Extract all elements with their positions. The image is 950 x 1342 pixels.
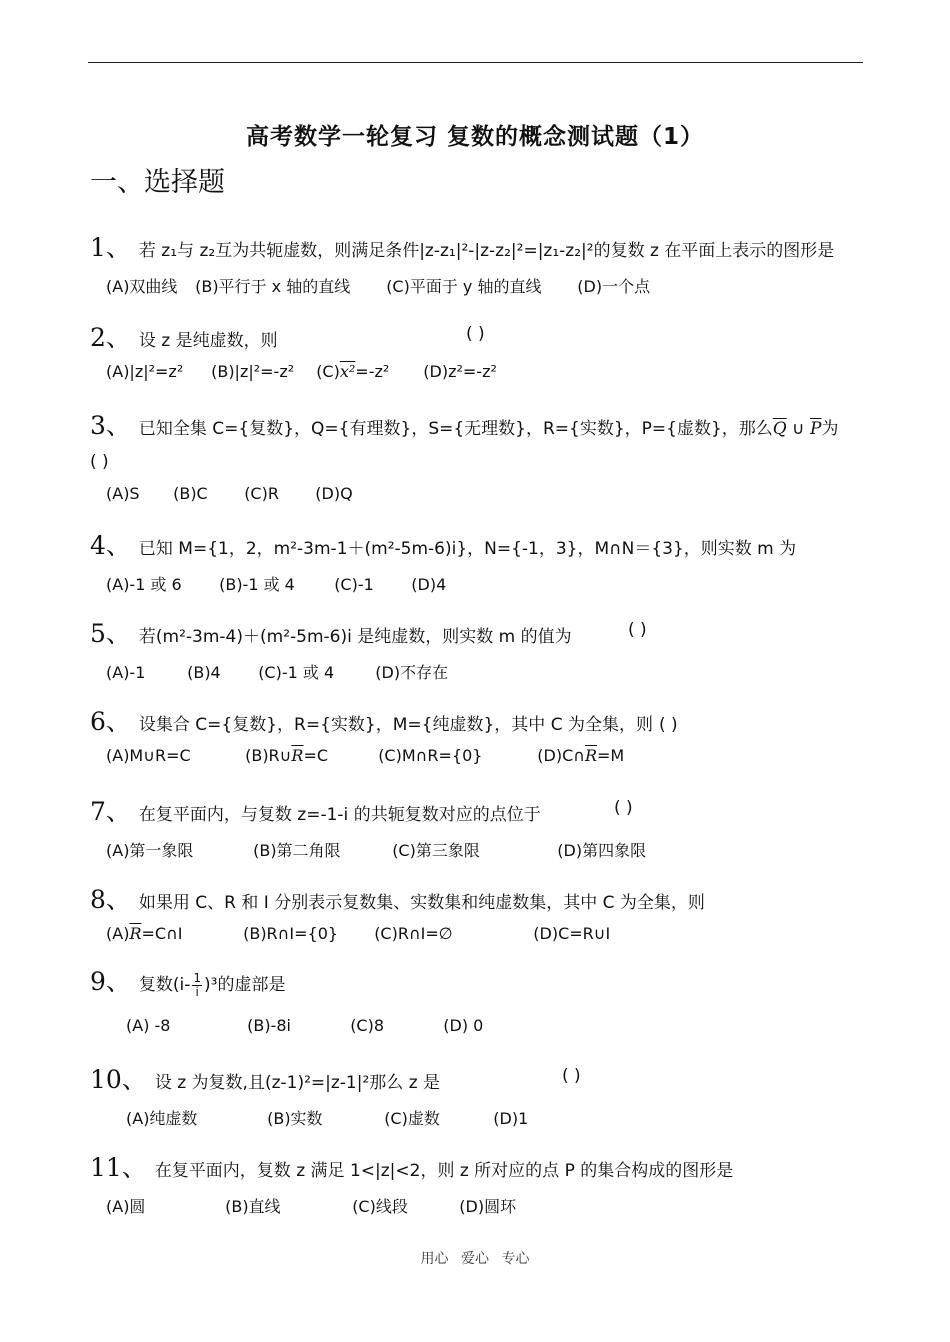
answer-paren: ( ): [628, 620, 647, 640]
question-number: 1、: [90, 233, 131, 262]
option-b: [245, 746, 373, 765]
union-symbol: ∪: [786, 419, 810, 439]
question-text: 如果用 C、R 和 I 分别表示复数集、实数集和纯虚数集，其中 C 为全集，则: [138, 893, 705, 913]
question-number: 7、: [90, 797, 131, 826]
question-6: [90, 702, 678, 738]
option-b: (B)-8i: [247, 1016, 291, 1035]
option-c: (C)-1: [334, 575, 374, 594]
option-b: (B)R∩I={0}: [243, 924, 339, 943]
question-text: 若(m²-3m-4)＋(m²-5m-6)i 是纯虚数，则实数 m 的值为: [138, 627, 572, 647]
header-rule: [88, 62, 863, 63]
complement-r: $\overline{R}$: [291, 746, 304, 765]
footer-text-3: 专心: [501, 1251, 530, 1267]
option-b: (B)直线: [225, 1197, 281, 1216]
option-d-tail: =M: [597, 746, 625, 765]
question-1: [90, 228, 834, 264]
question-text: 已知 M={1，2，m²-3m-1＋(m²-5m-6)i}，N={-1，3}，M∩N＝{3}，则实数 m 为: [138, 539, 797, 559]
question-number: 5、: [90, 619, 131, 648]
page-title: 高考数学一轮复习 复数的概念测试题（1）: [245, 124, 704, 150]
option-a-tail: =C∩I: [141, 924, 183, 943]
option-b: (B)第二角限: [253, 841, 341, 860]
option-b-label: (B)R∪: [245, 746, 292, 765]
question-3-options: [106, 484, 353, 503]
question-number: 9、: [90, 967, 131, 996]
question-2-options: [106, 362, 497, 381]
question-text: 设 z 是纯虚数，则: [138, 331, 278, 351]
option-d: (D) 0: [443, 1016, 484, 1035]
option-a: (A)|z|²=z²: [106, 362, 184, 381]
question-number: 4、: [90, 531, 131, 560]
option-b: (B)平行于 x 轴的直线: [195, 277, 351, 296]
question-number: 11、: [90, 1153, 147, 1182]
question-3: [90, 406, 838, 442]
question-11-options: [106, 1194, 516, 1217]
question-text: 设集合 C={复数}，R={实数}，M={纯虚数}，其中 C 为全集，则: [138, 715, 653, 735]
option-c: (C)R∩I=∅: [374, 924, 453, 943]
option-d: (D)4: [411, 575, 447, 594]
option-a: (A)第一象限: [106, 841, 194, 860]
section-heading: 一、选择题: [90, 167, 225, 198]
option-c: (C)平面于 y 轴的直线: [386, 277, 542, 296]
question-number: 10、: [90, 1065, 147, 1094]
option-b: (B)实数: [267, 1109, 323, 1128]
question-5-options: [106, 660, 448, 683]
option-d: (D)Q: [315, 484, 353, 503]
question-text: 在复平面内，与复数 z=-1-i 的共轭复数对应的点位于: [138, 805, 541, 825]
option-b: (B)C: [173, 484, 208, 503]
option-d: (D)不存在: [375, 663, 449, 682]
option-a: (A)圆: [106, 1197, 146, 1216]
conjugate-bar: x²: [339, 362, 356, 381]
question-6-options: [106, 746, 624, 765]
question-4-options: [106, 572, 446, 595]
question-number: 3、: [90, 411, 131, 440]
question-text: 设 z 为复数,且(z-1)²=|z-1|²那么 z 是: [154, 1073, 441, 1093]
option-c-label: (C): [316, 362, 340, 381]
fraction: [192, 972, 202, 999]
fraction-numerator: 1: [193, 970, 202, 985]
option-c: (C)第三象限: [392, 841, 480, 860]
option-a: (A)-1 或 6: [106, 575, 182, 594]
option-d: [537, 746, 624, 765]
option-d-label: (D)C∩: [537, 746, 585, 765]
complement-p: $\overline{P}$: [810, 419, 822, 439]
option-c: (C)8: [350, 1016, 385, 1035]
option-d: (D)第四象限: [557, 841, 647, 860]
question-7-options: [106, 838, 646, 861]
option-b: (B)4: [187, 663, 221, 682]
question-text: 已知全集 C={复数}，Q={有理数}，S={无理数}，R={实数}，P={虚数}，那么: [138, 419, 773, 439]
question-4: [90, 526, 796, 562]
option-a: [106, 924, 238, 943]
option-d: (D)圆环: [459, 1197, 517, 1216]
question-8: [90, 880, 705, 916]
question-9: [90, 962, 286, 999]
option-d: (D)1: [493, 1109, 529, 1128]
option-d: (D)一个点: [577, 277, 651, 296]
question-text: 复数(i-: [138, 975, 191, 995]
question-number: 6、: [90, 707, 131, 736]
question-10: [90, 1060, 440, 1096]
option-d: (D)z²=-z²: [423, 362, 497, 381]
option-b-tail: =C: [303, 746, 329, 765]
option-a: (A)-1: [106, 663, 146, 682]
complement-q: $\overline{Q}$: [772, 419, 787, 439]
question-text: 若 z₁与 z₂互为共轭虚数，则满足条件|z-z₁|²-|z-z₂|²=|z₁-z₂|²的复数 z 在平面上表示的图形是: [138, 241, 835, 261]
option-a: (A)纯虚数: [126, 1109, 198, 1128]
footer-text-2: 爱心: [461, 1251, 489, 1267]
option-c: (C)-1 或 4: [258, 663, 335, 682]
question-8-options: [106, 924, 610, 943]
option-d: (D)C=R∪I: [533, 924, 611, 943]
option-b: (B)-1 或 4: [219, 575, 295, 594]
question-tail: )³的虚部是: [204, 975, 286, 995]
question-9-options: [126, 1016, 483, 1035]
fraction-denominator: i: [195, 984, 199, 999]
option-c: [316, 362, 418, 381]
answer-paren: ( ): [562, 1066, 581, 1086]
option-c: (C)虚数: [384, 1109, 440, 1128]
question-2: [90, 318, 278, 354]
question-10-options: [126, 1106, 528, 1129]
option-c: (C)线段: [352, 1197, 408, 1216]
footer-text-1: 用心: [420, 1251, 449, 1267]
option-a: (A) -8: [126, 1016, 171, 1035]
option-c: (C)M∩R={0}: [378, 746, 483, 765]
answer-paren: ( ): [90, 452, 109, 472]
option-c-tail: =-z²: [355, 362, 390, 381]
option-a: (A)S: [106, 484, 140, 503]
answer-paren: ( ): [658, 715, 678, 735]
question-number: 2、: [90, 323, 131, 352]
question-text: 在复平面内，复数 z 满足 1<|z|<2，则 z 所对应的点 P 的集合构成的图形是: [154, 1161, 734, 1181]
complement-r: $\overline{R}$: [584, 746, 598, 765]
question-7: [90, 792, 541, 828]
option-a-label: (A): [106, 924, 130, 943]
question-1-options: [106, 274, 650, 297]
page-footer: [0, 1248, 950, 1268]
question-tail: 为: [821, 419, 839, 439]
option-a: (A)双曲线: [106, 277, 178, 296]
answer-paren: ( ): [614, 798, 633, 818]
option-b: (B)|z|²=-z²: [211, 362, 295, 381]
question-5: [90, 614, 572, 650]
question-11: [90, 1148, 733, 1184]
answer-paren: ( ): [466, 324, 485, 344]
option-c: (C)R: [244, 484, 279, 503]
question-number: 8、: [90, 885, 131, 914]
complement-r: $\overline{R}$: [129, 924, 142, 943]
option-a: (A)M∪R=C: [106, 746, 191, 765]
